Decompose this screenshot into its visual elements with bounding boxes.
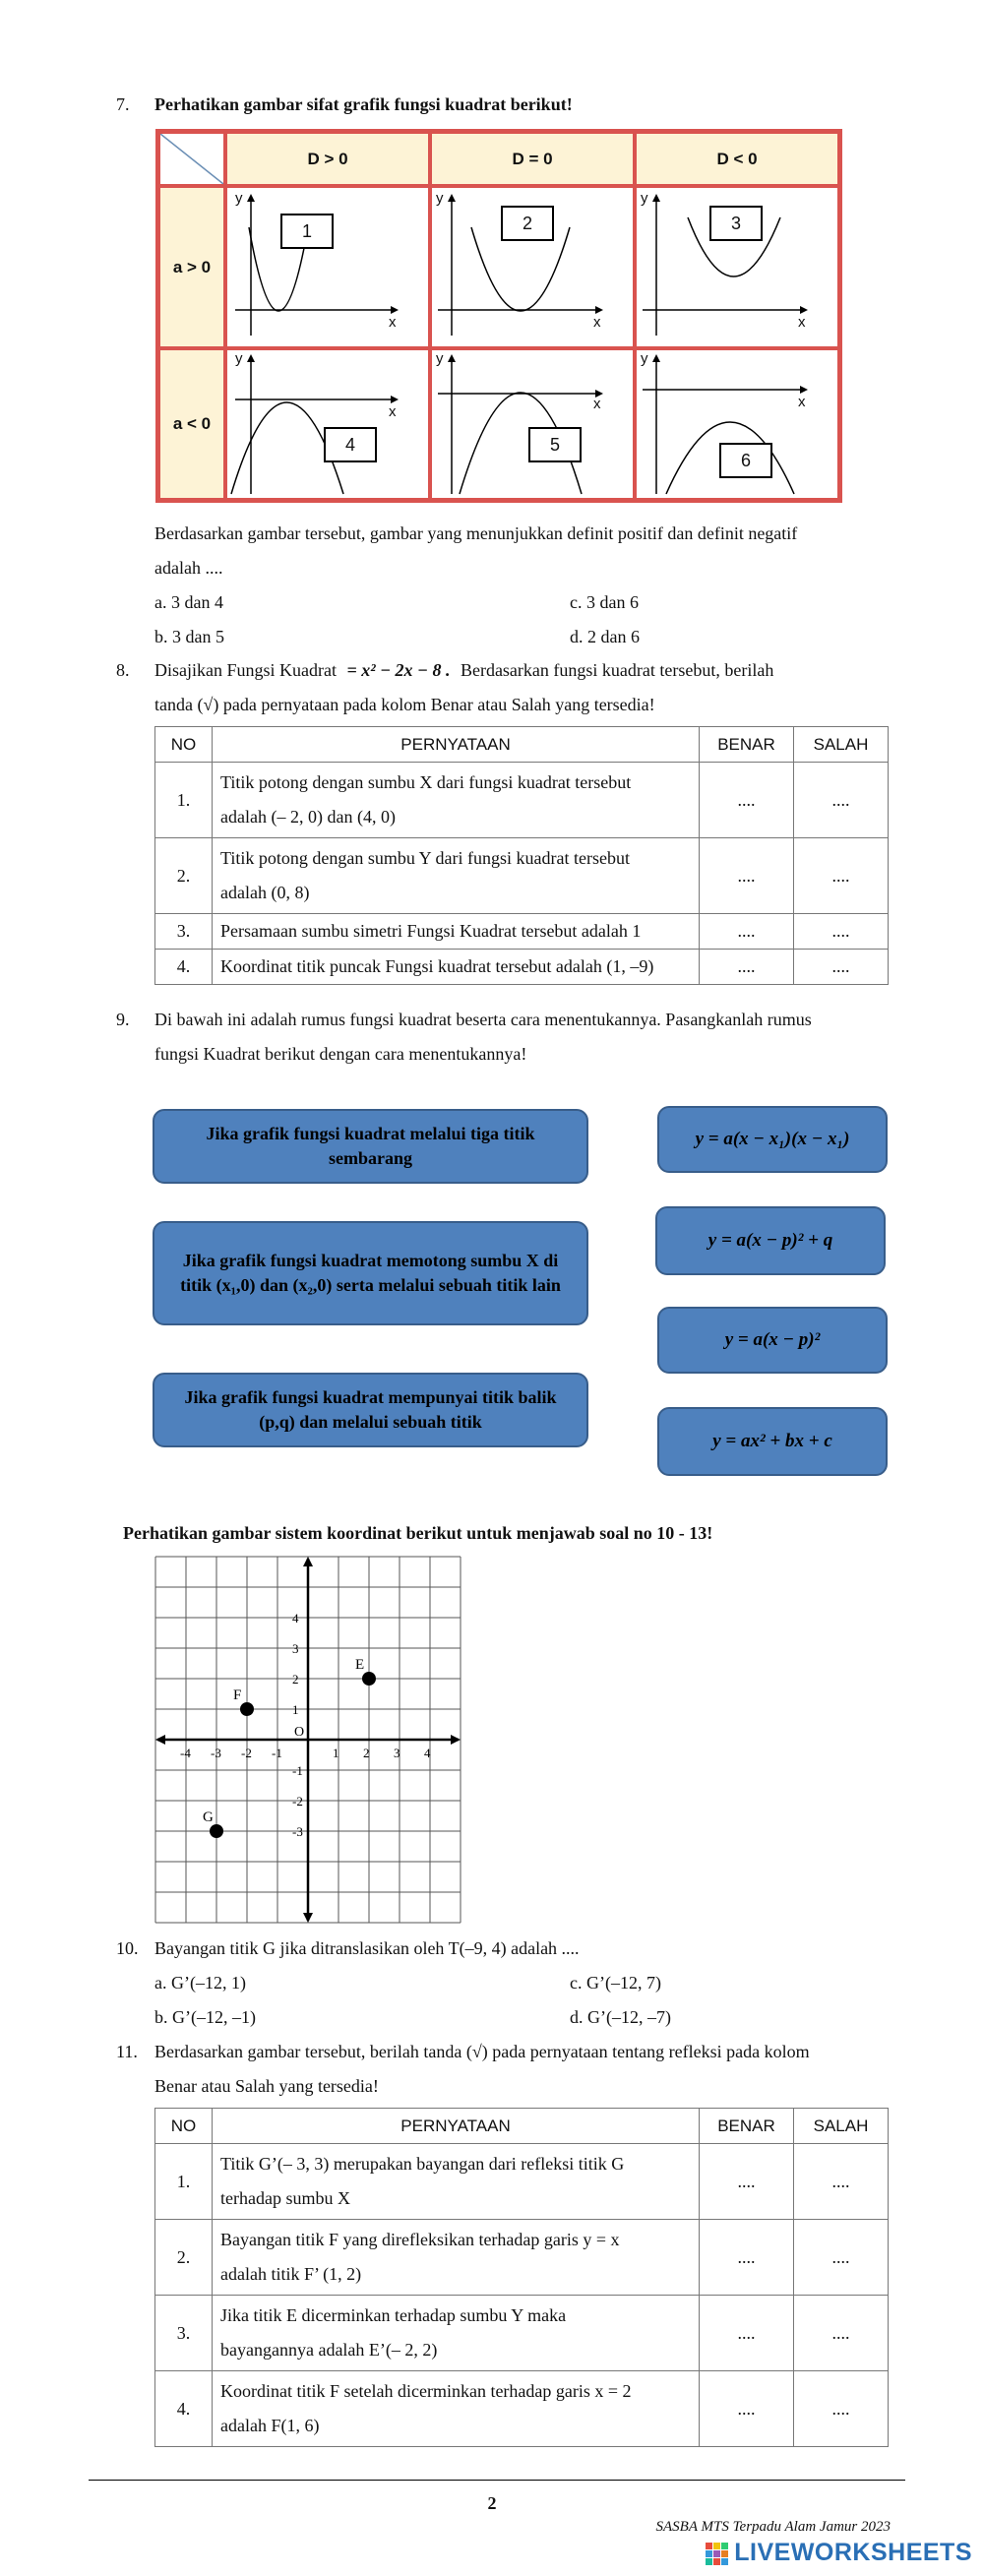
- statement-line1: Jika titik E dicerminkan terhadap sumbu Y maka: [220, 2305, 567, 2325]
- statement-line2: terhadap sumbu X: [220, 2188, 350, 2208]
- row-a-positive: a > 0: [158, 186, 225, 348]
- point-F: [240, 1702, 254, 1716]
- q11-line1: Berdasarkan gambar tersebut, berilah tanda (√) pada pernyataan tentang refleksi pada kolom: [154, 2042, 810, 2061]
- y-tick-label: -1: [292, 1763, 303, 1778]
- table-corner: [158, 132, 225, 186]
- statement-line1: Koordinat titik F setelah dicerminkan terhadap garis x = 2: [220, 2381, 632, 2401]
- table-header-row: [155, 2109, 889, 2144]
- row-no: 1.: [155, 2144, 213, 2220]
- point-label-G: G: [203, 1809, 214, 1825]
- table-row: [155, 914, 889, 950]
- x-tick-label: -3: [211, 1746, 221, 1760]
- axis-y-label: y: [641, 190, 648, 207]
- salah-cell[interactable]: ....: [794, 950, 889, 985]
- salah-cell[interactable]: ....: [794, 2296, 889, 2371]
- axis-x-label: x: [389, 314, 397, 331]
- match-right-4[interactable]: y = ax² + bx + c: [657, 1407, 888, 1476]
- x-tick-label: 1: [333, 1746, 339, 1760]
- benar-cell[interactable]: ....: [700, 2296, 794, 2371]
- q11-line2: Benar atau Salah yang tersedia!: [154, 2076, 379, 2096]
- graph-label-2: 2: [501, 206, 554, 241]
- header-d-zero: D = 0: [430, 132, 635, 186]
- axis-y-label: y: [436, 190, 444, 207]
- x-tick-label: -4: [180, 1746, 191, 1760]
- row-no: 2.: [155, 838, 213, 914]
- x-axis-arrow-left: [155, 1735, 165, 1745]
- axis-x-label: x: [593, 396, 601, 412]
- q7-question-line2: adalah ....: [154, 558, 223, 578]
- salah-cell[interactable]: ....: [794, 2144, 889, 2220]
- table-row: [155, 2144, 889, 2220]
- parabola-graph-1: [227, 188, 428, 346]
- salah-cell[interactable]: ....: [794, 914, 889, 950]
- q9-line1: Di bawah ini adalah rumus fungsi kuadrat beserta cara menentukannya. Pasangkanlah rumus: [154, 1010, 812, 1029]
- benar-cell[interactable]: ....: [700, 838, 794, 914]
- row-no: 3.: [155, 914, 213, 950]
- y-tick-label: -3: [292, 1824, 303, 1839]
- salah-cell[interactable]: ....: [794, 2220, 889, 2296]
- benar-cell[interactable]: ....: [700, 2220, 794, 2296]
- q10-option-c[interactable]: c. G’(–12, 7): [570, 1973, 661, 1993]
- row-statement: [213, 2296, 700, 2371]
- col-no: NO: [155, 2109, 213, 2144]
- graph-3: [635, 186, 839, 348]
- graph-label-3: 3: [709, 206, 763, 241]
- axis-x-label: x: [798, 394, 806, 410]
- q7-graph-table: [155, 129, 842, 503]
- table-row: [155, 2371, 889, 2447]
- axis-y-label: y: [436, 350, 444, 367]
- salah-cell[interactable]: ....: [794, 763, 889, 838]
- statement-line1: Titik potong dengan sumbu X dari fungsi kuadrat tersebut: [220, 772, 632, 792]
- q7-option-a[interactable]: a. 3 dan 4: [154, 592, 223, 612]
- page-number: 2: [487, 2493, 497, 2513]
- row-statement: [213, 2144, 700, 2220]
- point-label-E: E: [355, 1657, 365, 1673]
- statement-line1: Titik potong dengan sumbu Y dari fungsi kuadrat tersebut: [220, 848, 630, 868]
- salah-cell[interactable]: ....: [794, 2371, 889, 2447]
- y-tick-label: 1: [292, 1702, 299, 1717]
- col-false: SALAH: [794, 727, 889, 763]
- origin-label: O: [294, 1725, 305, 1740]
- benar-cell[interactable]: ....: [700, 914, 794, 950]
- point-label-F: F: [233, 1687, 242, 1703]
- graph-6: [635, 348, 839, 500]
- row-no: 2.: [155, 2220, 213, 2296]
- graph-5: [430, 348, 635, 500]
- y-tick-label: 4: [292, 1611, 299, 1625]
- q7-option-c[interactable]: c. 3 dan 6: [570, 592, 639, 612]
- x-tick-label: -1: [272, 1746, 282, 1760]
- match-left-2[interactable]: Jika grafik fungsi kuadrat memotong sumbu X di titik (x₁,0) dan (x₂,0) serta melalui sebuah titik lain: [153, 1221, 588, 1325]
- coordinate-plane: [152, 1553, 516, 1927]
- q8-line2: tanda (√) pada pernyataan pada kolom Benar atau Salah yang tersedia!: [154, 695, 655, 714]
- q8-table: [154, 726, 889, 985]
- header-d-positive: D > 0: [225, 132, 430, 186]
- coord-instruction: Perhatikan gambar sistem koordinat berikut untuk menjawab soal no 10 - 13!: [123, 1523, 713, 1543]
- corner-diagonal: [160, 134, 223, 184]
- graph-label-4: 4: [324, 427, 377, 462]
- row-statement: [213, 2371, 700, 2447]
- x-axis-arrow-right: [451, 1735, 461, 1745]
- q7-question-line1: Berdasarkan gambar tersebut, gambar yang menunjukkan definit positif dan definit negatif: [154, 523, 798, 543]
- liveworksheets-logo-icon: [705, 2542, 730, 2565]
- y-axis-arrow-down: [303, 1913, 313, 1923]
- parabola-graph-5: [432, 350, 633, 498]
- table-row: [155, 2220, 889, 2296]
- table-row: [155, 763, 889, 838]
- q7-option-b[interactable]: b. 3 dan 5: [154, 627, 224, 646]
- q8-line1-post: Berdasarkan fungsi kuadrat tersebut, berilah: [460, 660, 774, 680]
- q9-number: 9.: [116, 1010, 130, 1029]
- header-d-negative: D < 0: [635, 132, 839, 186]
- col-false: SALAH: [794, 2109, 889, 2144]
- row-statement: Persamaan sumbu simetri Fungsi Kuadrat tersebut adalah 1: [213, 914, 700, 950]
- benar-cell[interactable]: ....: [700, 2144, 794, 2220]
- q11-table: [154, 2108, 889, 2447]
- table-row: [155, 838, 889, 914]
- row-no: 3.: [155, 2296, 213, 2371]
- q10-number: 10.: [116, 1938, 139, 1958]
- col-statement: PERNYATAAN: [213, 2109, 700, 2144]
- q8-formula: = x² − 2x − 8 .: [346, 660, 451, 680]
- footer-brand: [705, 2539, 972, 2567]
- axis-y-label: y: [235, 350, 243, 367]
- statement-line1: Titik G’(– 3, 3) merupakan bayangan dari refleksi titik G: [220, 2154, 625, 2174]
- footer-school: SASBA MTS Terpadu Alam Jamur 2023: [655, 2519, 891, 2535]
- match-right-2[interactable]: y = a(x − p)² + q: [655, 1206, 886, 1275]
- row-no: 4.: [155, 950, 213, 985]
- salah-cell[interactable]: ....: [794, 838, 889, 914]
- graph-label-6: 6: [719, 443, 772, 478]
- x-tick-label: 2: [363, 1746, 370, 1760]
- point-E: [362, 1672, 376, 1686]
- match-right-3[interactable]: y = a(x − p)²: [657, 1307, 888, 1374]
- statement-line2: adalah titik F’ (1, 2): [220, 2264, 362, 2284]
- col-true: BENAR: [700, 727, 794, 763]
- q10-text: Bayangan titik G jika ditranslasikan oleh T(–9, 4) adalah ....: [154, 1938, 580, 1958]
- y-tick-label: 2: [292, 1672, 299, 1687]
- col-statement: PERNYATAAN: [213, 727, 700, 763]
- graph-4: [225, 348, 430, 500]
- q7-number: 7.: [116, 94, 130, 114]
- statement-line2: bayangannya adalah E’(– 2, 2): [220, 2340, 438, 2360]
- statement-line2: adalah (– 2, 0) dan (4, 0): [220, 807, 396, 827]
- q8-number: 8.: [116, 660, 130, 680]
- q10-option-d[interactable]: d. G’(–12, –7): [570, 2007, 671, 2027]
- q8-line1: [154, 653, 889, 688]
- col-true: BENAR: [700, 2109, 794, 2144]
- table-row: [155, 2296, 889, 2371]
- statement-line1: Bayangan titik F yang direfleksikan terhadap garis y = x: [220, 2230, 620, 2249]
- point-G: [210, 1824, 223, 1838]
- x-tick-label: -2: [241, 1746, 252, 1760]
- x-tick-label: 3: [394, 1746, 400, 1760]
- match-left-3[interactable]: Jika grafik fungsi kuadrat mempunyai titik balik (p,q) dan melalui sebuah titik: [153, 1373, 588, 1447]
- match-left-1[interactable]: Jika grafik fungsi kuadrat melalui tiga titik sembarang: [153, 1109, 588, 1184]
- axis-x-label: x: [798, 314, 806, 331]
- q7-title: Perhatikan gambar sifat grafik fungsi kuadrat berikut!: [154, 94, 573, 114]
- statement-line2: adalah F(1, 6): [220, 2416, 320, 2435]
- q7-option-d[interactable]: d. 2 dan 6: [570, 627, 640, 646]
- benar-cell[interactable]: ....: [700, 2371, 794, 2447]
- axis-y-label: y: [641, 350, 648, 367]
- row-statement: [213, 2220, 700, 2296]
- row-statement: [213, 838, 700, 914]
- parabola-graph-4: [227, 350, 428, 498]
- match-right-1[interactable]: y = a(x − x₁)(x − x₁): [657, 1106, 888, 1173]
- benar-cell[interactable]: ....: [700, 763, 794, 838]
- graph-label-1: 1: [280, 214, 334, 249]
- graph-label-5: 5: [528, 427, 582, 462]
- statement-line2: adalah (0, 8): [220, 883, 310, 902]
- axis-x-label: x: [389, 403, 397, 420]
- q8-line1-pre: Disajikan Fungsi Kuadrat: [154, 660, 337, 680]
- benar-cell[interactable]: ....: [700, 950, 794, 985]
- row-statement: Koordinat titik puncak Fungsi kuadrat tersebut adalah (1, –9): [213, 950, 700, 985]
- graph-2: [430, 186, 635, 348]
- row-statement: [213, 763, 700, 838]
- y-tick-label: -2: [292, 1794, 303, 1809]
- row-no: 1.: [155, 763, 213, 838]
- y-axis-arrow-up: [303, 1557, 313, 1566]
- y-tick-label: 3: [292, 1641, 299, 1656]
- axis-y-label: y: [235, 190, 243, 207]
- q9-line2: fungsi Kuadrat berikut dengan cara menentukannya!: [154, 1044, 527, 1064]
- axis-x-label: x: [593, 314, 601, 331]
- x-tick-label: 4: [424, 1746, 431, 1760]
- q10-option-b[interactable]: b. G’(–12, –1): [154, 2007, 256, 2027]
- q11-number: 11.: [116, 2042, 138, 2061]
- footer-divider: [89, 2480, 905, 2481]
- graph-1: [225, 186, 430, 348]
- q10-option-a[interactable]: a. G’(–12, 1): [154, 1973, 246, 1993]
- table-row: [155, 950, 889, 985]
- row-a-negative: a < 0: [158, 348, 225, 500]
- table-header-row: [155, 727, 889, 763]
- col-no: NO: [155, 727, 213, 763]
- coordinate-grid: [152, 1553, 516, 1927]
- brand-text[interactable]: LIVEWORKSHEETS: [734, 2539, 972, 2566]
- row-no: 4.: [155, 2371, 213, 2447]
